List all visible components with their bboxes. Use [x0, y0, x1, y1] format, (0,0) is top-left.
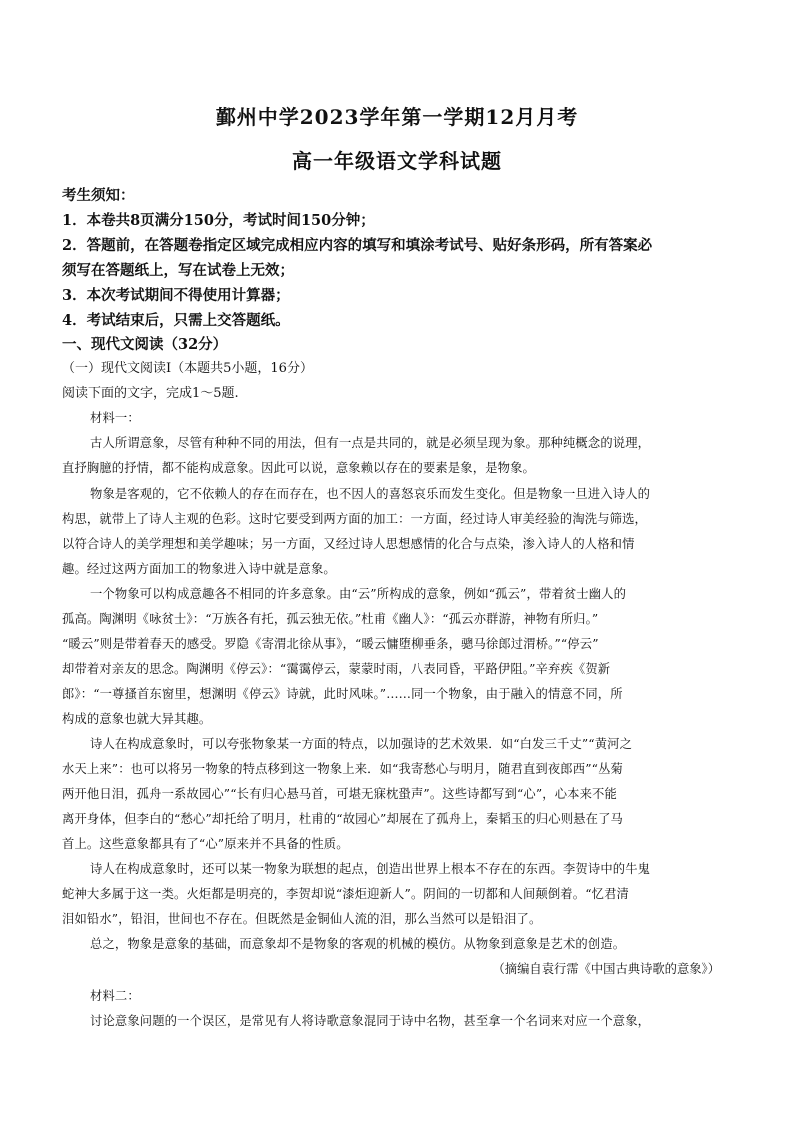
notice-item: 2．答题前，在答题卷指定区域完成相应内容的填写和填涂考试号、贴好条形码，所有答案必 [62, 237, 653, 254]
passage-line: 古人所谓意象，尽管有种种不同的用法，但有一点是共同的，就是必须呈现为象。那种纯概念的说理， [90, 436, 651, 450]
passage-line: 首上。这些意象都具有了“心”原来并不具备的性质。 [62, 837, 349, 851]
notice-heading: 考生须知： [62, 187, 135, 204]
passage-line: 构成的意象也就大异其趣。 [62, 712, 212, 726]
notice-item: 1．本卷共8页满分150分，考试时间150分钟； [62, 212, 375, 229]
passage-line: 孤高。陶渊明《咏贫士》：“万族各有托，孤云独无依。”杜甫《幽人》：“孤云亦群游，神物有所归。” [62, 612, 599, 626]
passage-line: 一个物象可以构成意趣各不相同的许多意象。由“云”所构成的意象，例如“孤云”，带着贫士幽人的 [90, 587, 627, 601]
passage-line: 离开身体，但李白的“愁心”却托给了明月，杜甫的“故园心”却展在了孤舟上，秦韬玉的归心则悬在了马 [62, 812, 623, 826]
reading-instruction: 阅读下面的文字，完成1～5题. [62, 386, 239, 401]
passage-line: 两开他日泪，孤舟一系故园心”“长有归心悬马首，可堪无寐枕蛩声”。这些诗都写到“心”，心本来不能 [62, 787, 617, 801]
passage-line: 泪如铅水”，铅泪，世间也不存在。但既然是金铜仙人流的泪，那么当然可以是铅泪了。 [62, 912, 542, 926]
section-heading: 一、现代文阅读（32分） [62, 336, 228, 353]
material-source: （摘编自袁行霈《中国古典诗歌的意象》） [492, 962, 720, 976]
passage-line: 趣。经过这两方面加工的物象进入诗中就是意象。 [62, 562, 336, 576]
exam-title: 鄞州中学2023学年第一学期12月月考 [215, 105, 579, 129]
passage-line: 郎》：“一尊搔首东窗里，想渊明《停云》诗就，此时风味。”……同一个物象，由于融入的情意不同，所 [62, 687, 623, 701]
passage-line: 讨论意象问题的一个误区，是常见有人将诗歌意象混同于诗中名物，甚至拿一个名词来对应一个意象， [90, 1014, 651, 1028]
notice-item: 须写在答题纸上，写在试卷上无效； [62, 262, 294, 279]
passage-line: 蛇神大多属于这一类。火炬都是明亮的，李贺却说“漆炬迎新人”。阴间的一切都和人间颠倒着。“忆君清 [62, 887, 629, 901]
passage-line: 水天上来”：也可以将另一物象的特点移到这一物象上来．如“我寄愁心与明月，随君直到夜郎西”“丛菊 [62, 762, 623, 776]
section-sub-heading: （一）现代文阅读Ⅰ（本题共5小题，16分） [62, 361, 313, 376]
material-label: 材料一： [90, 411, 140, 425]
passage-line: 构思，就带上了诗人主观的色彩。这时它要受到两方面的加工：一方面，经过诗人审美经验的淘洗与筛选， [62, 512, 648, 526]
passage-line: 直抒胸臆的抒情，都不能构成意象。因此可以说，意象赖以存在的要素是象，是物象。 [62, 461, 535, 475]
notice-item: 3．本次考试期间不得使用计算器； [62, 287, 290, 304]
passage-line: 总之，物象是意象的基础，而意象却不是物象的客观的机械的模仿。从物象到意象是艺术的创造。 [90, 937, 626, 951]
passage-line: 诗人在构成意象时，还可以某一物象为联想的起点，创造出世界上根本不存在的东西。李贺诗中的牛鬼 [90, 862, 651, 876]
passage-line: 却带着对亲友的思念。陶渊明《停云》：“霭霭停云，蒙蒙时雨，八表同昏，平路伊阻。”辛弃疾《贺新 [62, 662, 611, 676]
passage-line: 以符合诗人的美学理想和美学趣味；另一方面，又经过诗人思想感情的化合与点染，渗入诗人的人格和情 [62, 537, 635, 551]
notice-item: 4．考试结束后，只需上交答题纸。 [62, 312, 290, 329]
passage-line: “暖云”则是带着春天的感受。罗隐《寄渭北徐从事》，“暖云慵堕柳垂条，骢马徐郎过渭桥。”“停云” [62, 637, 599, 651]
exam-subtitle: 高一年级语文学科试题 [292, 149, 502, 173]
passage-line: 诗人在构成意象时，可以夸张物象某一方面的特点，以加强诗的艺术效果．如“白发三千丈”“黄河之 [90, 737, 633, 751]
material-label: 材料二： [90, 989, 140, 1003]
passage-line: 物象是客观的，它不依赖人的存在而存在，也不因人的喜怒哀乐而发生变化。但是物象一旦进入诗人的 [90, 487, 651, 501]
